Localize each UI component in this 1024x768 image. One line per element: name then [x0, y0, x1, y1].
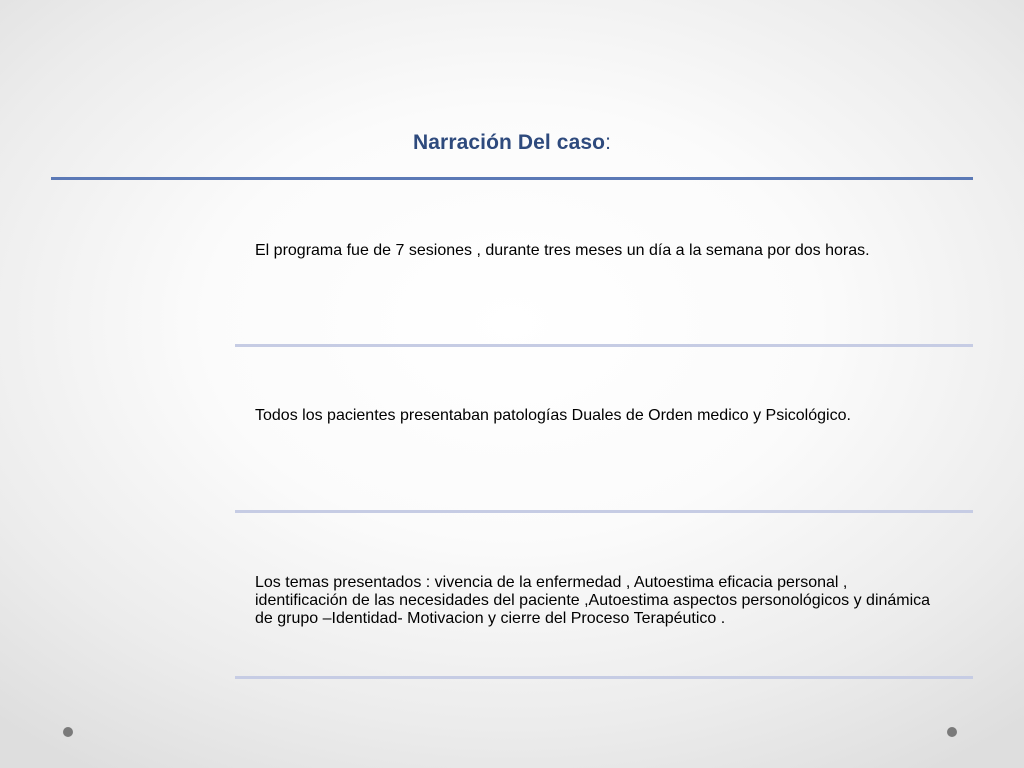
title-divider: [51, 177, 973, 180]
slide-title: [0, 131, 1024, 155]
list-item-patients: Todos los pacientes presentaban patologías Duales de Orden medico y Psicológico.: [255, 407, 851, 424]
corner-dot-right: [947, 727, 957, 737]
item-divider: [235, 344, 973, 347]
item-divider: [235, 510, 973, 513]
item-divider: [235, 676, 973, 679]
slide-title-colon: :: [605, 131, 611, 154]
slide-title-text: Narración Del caso: [413, 131, 606, 154]
list-item-topics: Los temas presentados : vivencia de la enfermedad , Autoestima eficacia personal , identificación de las necesidades del paciente ,Autoestima aspectos personológicos y dinámica de grupo –Identidad- Motivacion y cierre del Proceso Terapéutico .: [255, 574, 931, 627]
corner-dot-left: [63, 727, 73, 737]
list-item-sessions: El programa fue de 7 sesiones , durante tres meses un día a la semana por dos horas.: [255, 242, 870, 259]
